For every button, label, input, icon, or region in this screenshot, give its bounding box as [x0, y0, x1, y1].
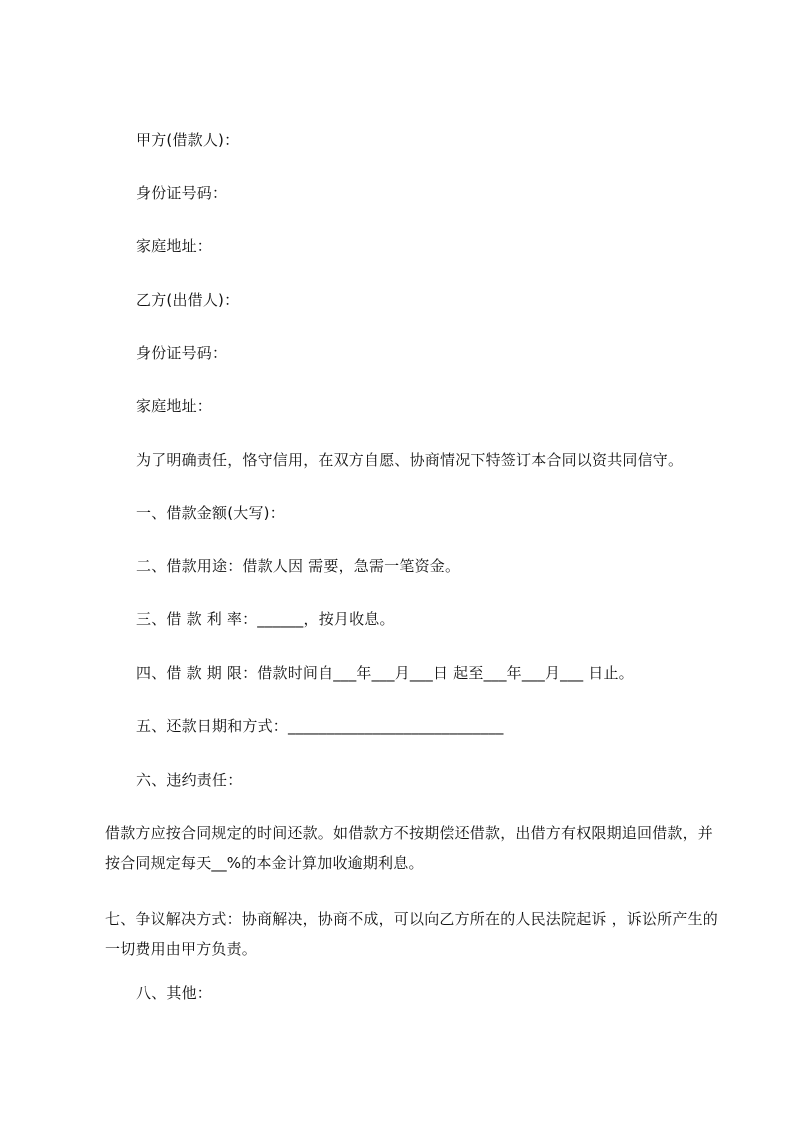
clause-loan-term: 四、借 款 期 限：借款时间自___年___月___日 起至___年___月___ 日止。: [136, 664, 634, 682]
clause-loan-amount: 一、借款金额(大写)：: [136, 504, 285, 522]
party-a-id-number: 身份证号码：: [136, 184, 228, 202]
clause-breach-heading: 六、违约责任：: [136, 771, 243, 789]
clause-other: 八、其他：: [136, 984, 213, 1002]
party-b-id-number: 身份证号码：: [136, 344, 228, 362]
party-a-label: 甲方(借款人)：: [136, 131, 240, 149]
clause-repayment: 五、还款日期和方式：____________________________: [136, 717, 504, 735]
contract-preamble: 为了明确责任，恪守信用，在双方自愿、协商情况下特签订本合同以资共同信守。: [136, 451, 684, 469]
party-a-address: 家庭地址：: [136, 237, 213, 255]
party-b-address: 家庭地址：: [136, 397, 213, 415]
clause-breach-body: 借款方应按合同规定的时间还款。如借款方不按期偿还借款，出借方有权限期追回借款，并按合同规定每天__%的本金计算加收逾期利息。: [105, 824, 714, 872]
clause-interest-rate: 三、借 款 利 率：______，按月收息。: [136, 610, 395, 628]
clause-dispute-resolution: 七、争议解决方式：协商解决，协商不成，可以向乙方所在的人民法院起诉 ，诉讼所产生的一切费用由甲方负责。: [105, 910, 718, 958]
party-b-label: 乙方(出借人)：: [136, 291, 240, 309]
clause-loan-purpose: 二、借款用途：借款人因 需要，急需一笔资金。: [136, 557, 461, 575]
